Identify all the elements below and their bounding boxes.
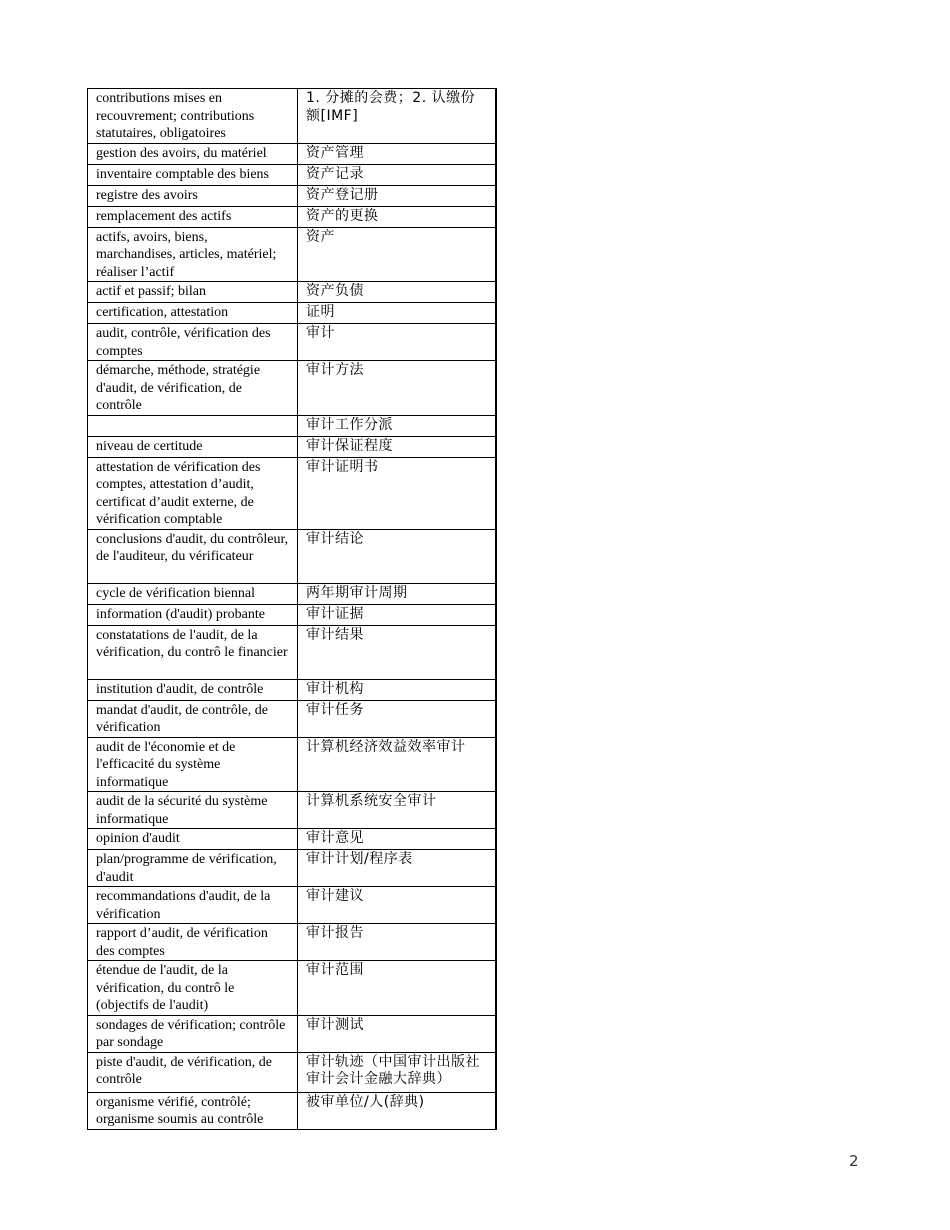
table-row bbox=[88, 1052, 496, 1092]
chinese-term: 审计任务 bbox=[298, 700, 496, 737]
french-term: mandat d'audit, de contrôle, de vérification bbox=[88, 700, 298, 737]
table-row bbox=[88, 529, 496, 583]
french-term: démarche, méthode, stratégie d'audit, de vérification, de contrôle bbox=[88, 361, 298, 416]
table-row bbox=[88, 961, 496, 1016]
french-term: plan/programme de vérification, d'audit bbox=[88, 850, 298, 887]
table-row bbox=[88, 850, 496, 887]
glossary-table-body bbox=[88, 89, 496, 1130]
table-row bbox=[88, 227, 496, 282]
table-row bbox=[88, 164, 496, 185]
chinese-term: 审计证据 bbox=[298, 604, 496, 625]
table-row bbox=[88, 185, 496, 206]
french-term: certification, attestation bbox=[88, 303, 298, 324]
chinese-term: 审计方法 bbox=[298, 361, 496, 416]
french-term: actifs, avoirs, biens, marchandises, articles, matériel; réaliser l’actif bbox=[88, 227, 298, 282]
french-term: gestion des avoirs, du matériel bbox=[88, 143, 298, 164]
french-term: audit de l'économie et de l'efficacité du système informatique bbox=[88, 737, 298, 792]
french-term: registre des avoirs bbox=[88, 185, 298, 206]
chinese-term: 审计意见 bbox=[298, 829, 496, 850]
chinese-term: 资产登记册 bbox=[298, 185, 496, 206]
french-term: inventaire comptable des biens bbox=[88, 164, 298, 185]
french-term bbox=[88, 415, 298, 436]
glossary-table bbox=[87, 88, 497, 1130]
french-term: remplacement des actifs bbox=[88, 206, 298, 227]
chinese-term: 审计测试 bbox=[298, 1015, 496, 1052]
chinese-term: 审计机构 bbox=[298, 679, 496, 700]
chinese-term: 资产管理 bbox=[298, 143, 496, 164]
french-term: audit, contrôle, vérification des comptes bbox=[88, 324, 298, 361]
chinese-term: 计算机经济效益效率审计 bbox=[298, 737, 496, 792]
french-term: organisme vérifié, contrôlé; organisme soumis au contrôle bbox=[88, 1092, 298, 1129]
french-term: attestation de vérification des comptes, attestation d’audit, certificat d’audit externe, de vérification comptable bbox=[88, 457, 298, 529]
chinese-term: 资产 bbox=[298, 227, 496, 282]
chinese-term: 审计保证程度 bbox=[298, 436, 496, 457]
chinese-term: 审计计划/程序表 bbox=[298, 850, 496, 887]
french-term: opinion d'audit bbox=[88, 829, 298, 850]
table-row bbox=[88, 625, 496, 679]
chinese-term: 两年期审计周期 bbox=[298, 583, 496, 604]
table-row bbox=[88, 604, 496, 625]
table-row bbox=[88, 457, 496, 529]
french-term: piste d'audit, de vérification, de contrôle bbox=[88, 1052, 298, 1092]
chinese-term: 审计 bbox=[298, 324, 496, 361]
french-term: contributions mises en recouvrement; contributions statutaires, obligatoires bbox=[88, 89, 298, 144]
table-row bbox=[88, 436, 496, 457]
chinese-term: 审计建议 bbox=[298, 887, 496, 924]
french-term: niveau de certitude bbox=[88, 436, 298, 457]
chinese-term: 审计结论 bbox=[298, 529, 496, 583]
chinese-term: 审计证明书 bbox=[298, 457, 496, 529]
french-term: sondages de vérification; contrôle par sondage bbox=[88, 1015, 298, 1052]
french-term: conclusions d'audit, du contrôleur, de l'auditeur, du vérificateur bbox=[88, 529, 298, 583]
table-row bbox=[88, 143, 496, 164]
chinese-term: 审计工作分派 bbox=[298, 415, 496, 436]
french-term: rapport d’audit, de vérification des comptes bbox=[88, 924, 298, 961]
table-row bbox=[88, 303, 496, 324]
french-term: actif et passif; bilan bbox=[88, 282, 298, 303]
table-row bbox=[88, 1092, 496, 1129]
chinese-term: 审计轨迹（中国审计出版社审计会计金融大辞典） bbox=[298, 1052, 496, 1092]
table-row bbox=[88, 700, 496, 737]
table-row bbox=[88, 89, 496, 144]
french-term: audit de la sécurité du système informatique bbox=[88, 792, 298, 829]
chinese-term: 被审单位/人(辞典) bbox=[298, 1092, 496, 1129]
chinese-term: 资产记录 bbox=[298, 164, 496, 185]
table-row bbox=[88, 737, 496, 792]
french-term: recommandations d'audit, de la vérification bbox=[88, 887, 298, 924]
chinese-term: 计算机系统安全审计 bbox=[298, 792, 496, 829]
table-row bbox=[88, 324, 496, 361]
chinese-term: 审计范围 bbox=[298, 961, 496, 1016]
chinese-term: 证明 bbox=[298, 303, 496, 324]
chinese-term: 1. 分摊的会费；2. 认缴份额[IMF] bbox=[298, 89, 496, 144]
french-term: étendue de l'audit, de la vérification, du contrô le (objectifs de l'audit) bbox=[88, 961, 298, 1016]
chinese-term: 资产负债 bbox=[298, 282, 496, 303]
table-row bbox=[88, 829, 496, 850]
table-row bbox=[88, 679, 496, 700]
chinese-term: 审计结果 bbox=[298, 625, 496, 679]
table-row bbox=[88, 1015, 496, 1052]
chinese-term: 资产的更换 bbox=[298, 206, 496, 227]
table-row bbox=[88, 361, 496, 416]
french-term: institution d'audit, de contrôle bbox=[88, 679, 298, 700]
table-row bbox=[88, 415, 496, 436]
table-row bbox=[88, 583, 496, 604]
table-row bbox=[88, 924, 496, 961]
french-term: cycle de vérification biennal bbox=[88, 583, 298, 604]
french-term: information (d'audit) probante bbox=[88, 604, 298, 625]
page-number: 2 bbox=[849, 1152, 859, 1170]
french-term: constatations de l'audit, de la vérification, du contrô le financier bbox=[88, 625, 298, 679]
table-row bbox=[88, 282, 496, 303]
chinese-term: 审计报告 bbox=[298, 924, 496, 961]
table-row bbox=[88, 792, 496, 829]
table-row bbox=[88, 887, 496, 924]
table-row bbox=[88, 206, 496, 227]
